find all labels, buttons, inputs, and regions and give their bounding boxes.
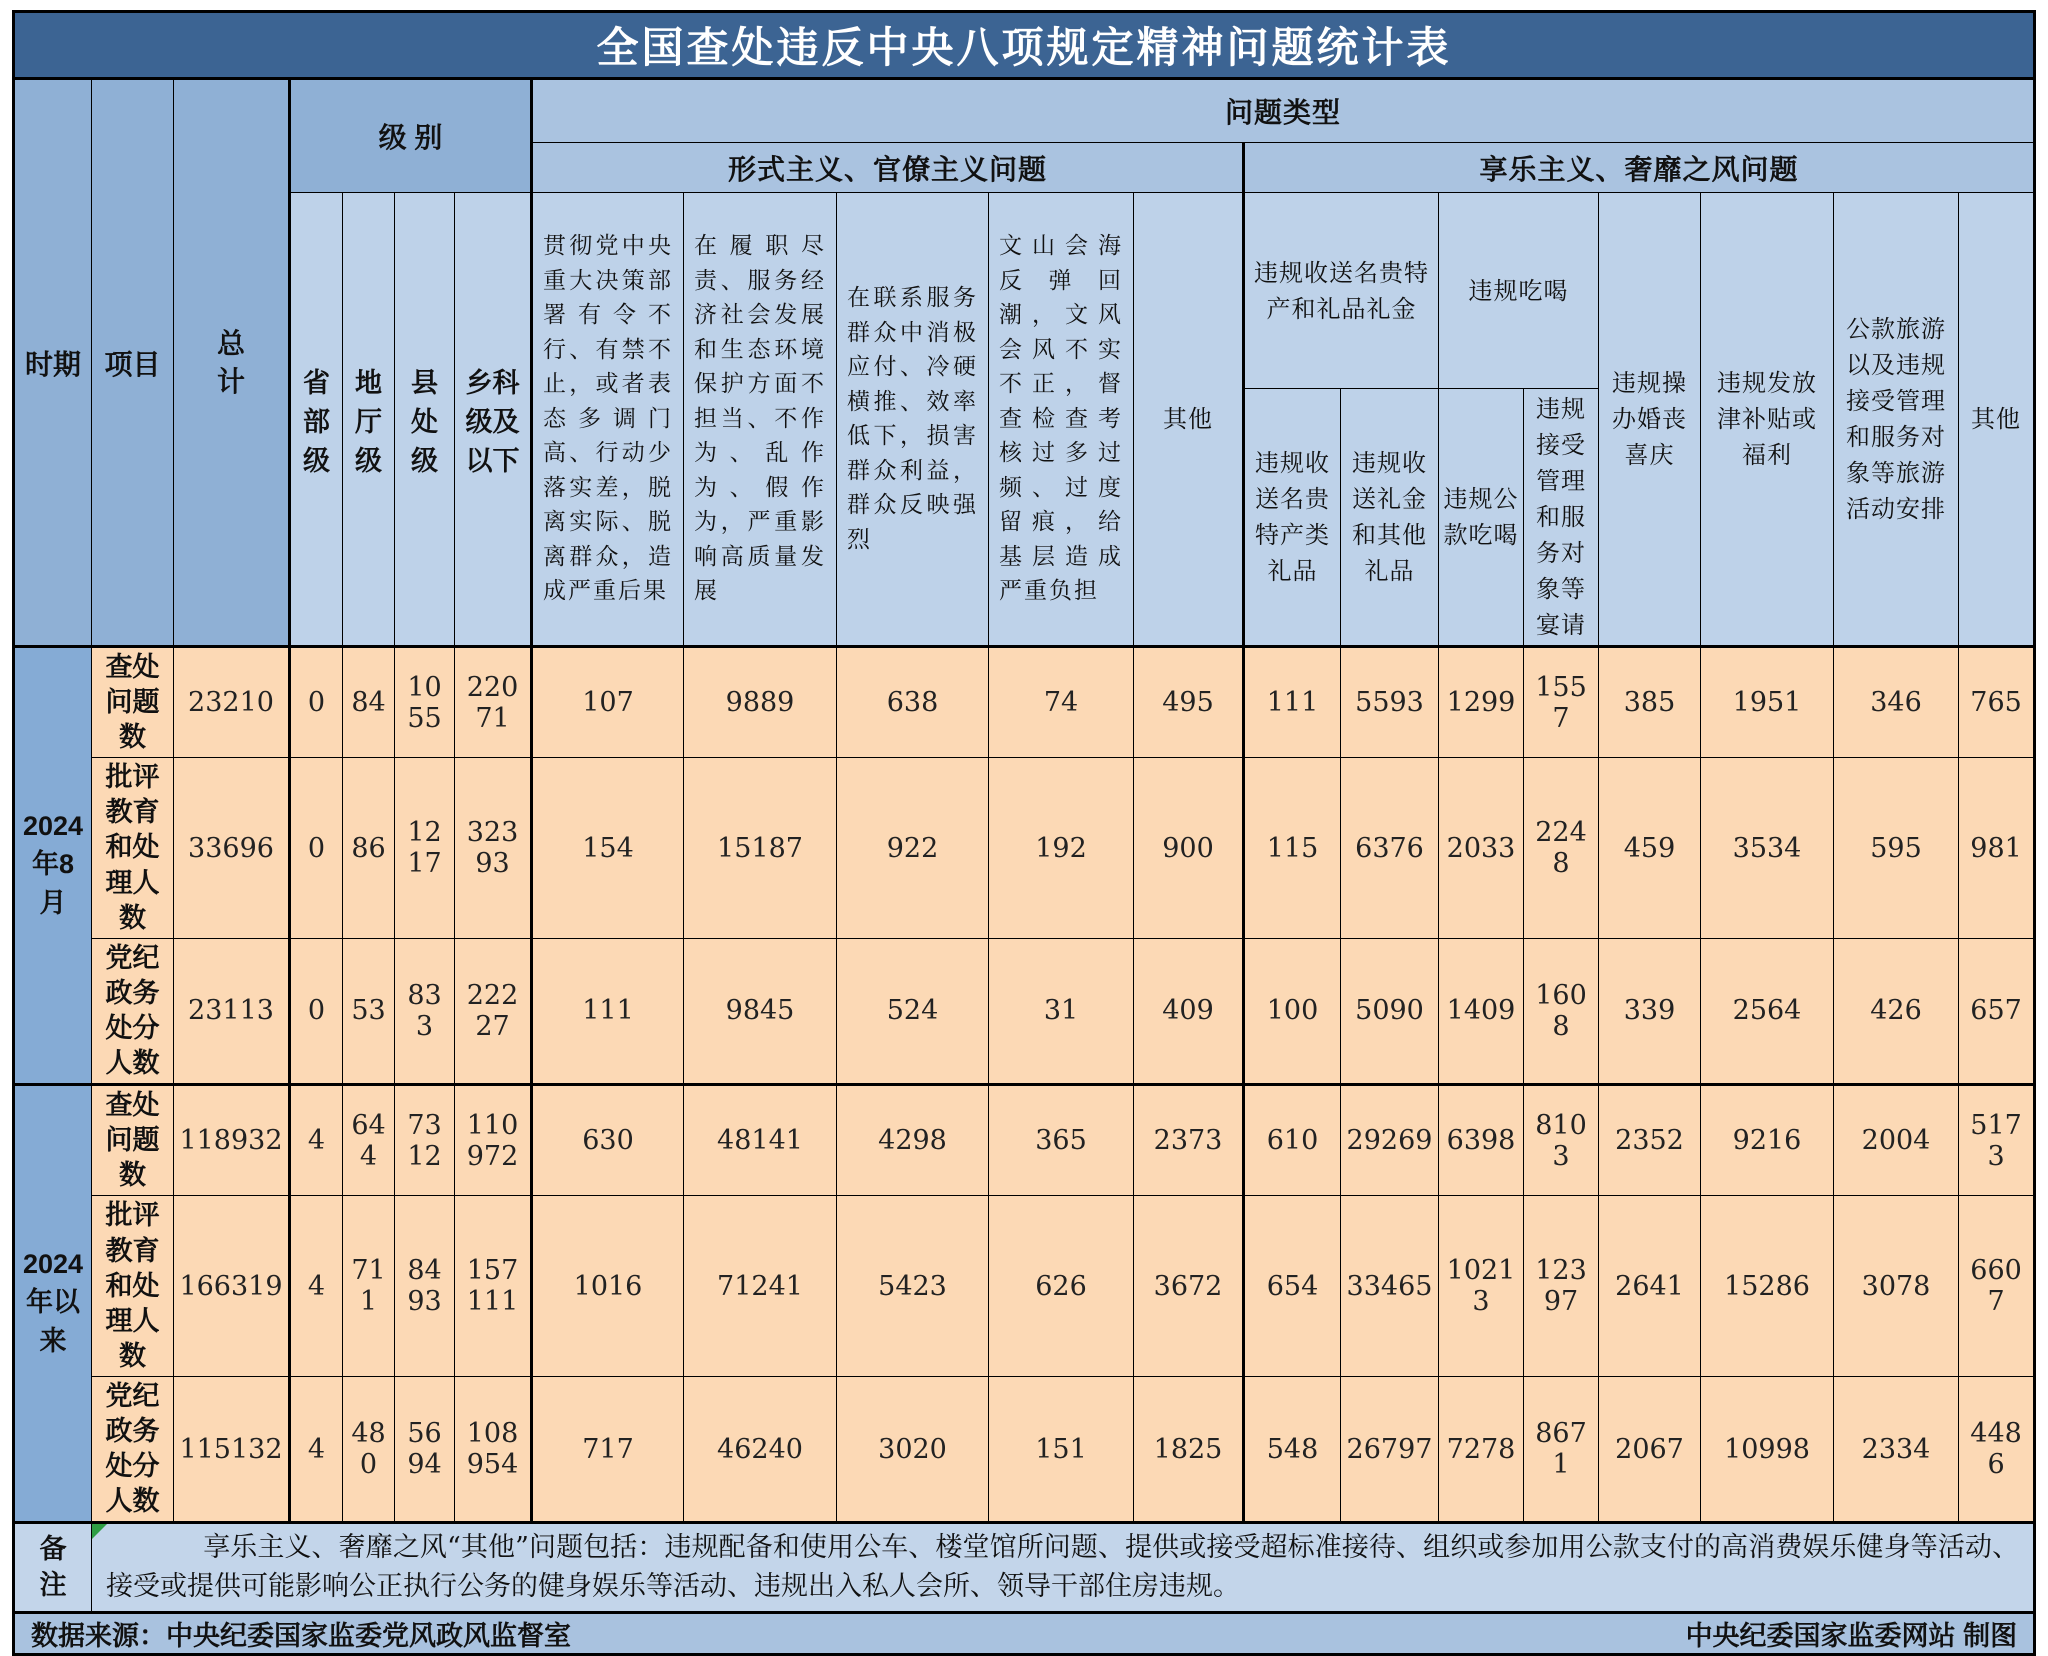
data-cell: 346	[1834, 647, 1959, 758]
data-cell: 111	[532, 938, 684, 1084]
data-cell: 8671	[1524, 1376, 1599, 1522]
data-cell: 110972	[455, 1085, 532, 1196]
source-row	[14, 1612, 2035, 1654]
data-cell: 495	[1134, 647, 1244, 758]
remark-label-text: 备注	[39, 1533, 67, 1601]
data-cell: 2641	[1599, 1196, 1701, 1376]
col-header-total	[174, 79, 290, 647]
data-cell: 7312	[395, 1085, 455, 1196]
data-cell: 115132	[174, 1376, 290, 1522]
data-cell: 5173	[1959, 1085, 2035, 1196]
data-cell: 1055	[395, 647, 455, 758]
data-cell: 4	[290, 1085, 343, 1196]
data-cell: 4	[290, 1196, 343, 1376]
data-cell: 74	[989, 647, 1134, 758]
data-cell: 1608	[1524, 938, 1599, 1084]
data-cell: 29269	[1341, 1085, 1439, 1196]
data-cell: 9889	[684, 647, 837, 758]
data-cell: 2334	[1834, 1376, 1959, 1522]
col-header-public-funds-dining: 违规公款吃喝	[1439, 389, 1524, 647]
data-cell: 3078	[1834, 1196, 1959, 1376]
data-cell: 5593	[1341, 647, 1439, 758]
data-cell: 5090	[1341, 938, 1439, 1084]
data-cell: 5423	[837, 1196, 989, 1376]
data-cell: 4486	[1959, 1376, 2035, 1522]
data-cell: 3020	[837, 1376, 989, 1522]
data-cell: 900	[1134, 758, 1244, 938]
data-cell: 15187	[684, 758, 837, 938]
data-cell: 6398	[1439, 1085, 1524, 1196]
data-cell: 385	[1599, 647, 1701, 758]
data-cell: 0	[290, 938, 343, 1084]
data-cell: 8103	[1524, 1085, 1599, 1196]
data-cell: 31	[989, 938, 1134, 1084]
data-cell: 157111	[455, 1196, 532, 1376]
data-cell: 524	[837, 938, 989, 1084]
data-cell: 5694	[395, 1376, 455, 1522]
data-cell: 2004	[1834, 1085, 1959, 1196]
data-cell: 26797	[1341, 1376, 1439, 1522]
data-cell: 1825	[1134, 1376, 1244, 1522]
col-header-weddings-funerals: 违规操办婚丧喜庆	[1599, 193, 1701, 647]
data-cell: 115	[1244, 758, 1341, 938]
data-cell: 71241	[684, 1196, 837, 1376]
col-header-level-county: 县处级	[395, 193, 455, 647]
data-cell: 833	[395, 938, 455, 1084]
data-cell: 100	[1244, 938, 1341, 1084]
col-header-hedonism-other: 其他	[1959, 193, 2035, 647]
group-header-level: 级 别	[290, 79, 532, 193]
item-cell: 党纪政务处分人数	[92, 1376, 174, 1522]
data-cell: 6376	[1341, 758, 1439, 938]
data-cell: 638	[837, 647, 989, 758]
col-header-period: 时期	[14, 79, 92, 647]
remark-cell	[92, 1523, 2035, 1612]
data-cell: 657	[1959, 938, 2035, 1084]
data-cell: 922	[837, 758, 989, 938]
item-cell: 党纪政务处分人数	[92, 938, 174, 1084]
data-cell: 33696	[174, 758, 290, 938]
data-cell: 1016	[532, 1196, 684, 1376]
group-header-problem-type: 问题类型	[532, 79, 2035, 143]
data-cell: 23113	[174, 938, 290, 1084]
col-header-allowances: 违规发放津补贴或福利	[1701, 193, 1834, 647]
green-corner-marker	[92, 1524, 107, 1539]
table-title: 全国查处违反中央八项规定精神问题统计表	[14, 12, 2035, 79]
source-text: 数据来源：中央纪委国家监委党风政风监督室	[31, 1620, 571, 1651]
data-cell: 548	[1244, 1376, 1341, 1522]
data-cell: 166319	[174, 1196, 290, 1376]
data-cell: 8493	[395, 1196, 455, 1376]
data-cell: 192	[989, 758, 1134, 938]
data-cell: 2373	[1134, 1085, 1244, 1196]
data-cell: 22227	[455, 938, 532, 1084]
col-header-specialty-gifts: 违规收送名贵特产类礼品	[1244, 389, 1341, 647]
group-header-gifts: 违规收送名贵特产和礼品礼金	[1244, 193, 1439, 389]
data-cell: 53	[343, 938, 395, 1084]
data-cell: 86	[343, 758, 395, 938]
data-cell: 981	[1959, 758, 2035, 938]
col-header-formalism-other: 其他	[1134, 193, 1244, 647]
data-cell: 2564	[1701, 938, 1834, 1084]
item-cell: 查处问题数	[92, 1085, 174, 1196]
col-header-public-travel: 公款旅游以及违规接受管理和服务对象等旅游活动安排	[1834, 193, 1959, 647]
data-cell: 46240	[684, 1376, 837, 1522]
data-cell: 0	[290, 758, 343, 938]
data-cell: 2033	[1439, 758, 1524, 938]
data-cell: 626	[989, 1196, 1134, 1376]
col-header-item: 项目	[92, 79, 174, 647]
group-header-hedonism: 享乐主义、奢靡之风问题	[1244, 143, 2035, 193]
data-cell: 365	[989, 1085, 1134, 1196]
data-cell: 108954	[455, 1376, 532, 1522]
data-cell: 111	[1244, 647, 1341, 758]
data-cell: 1217	[395, 758, 455, 938]
data-cell: 33465	[1341, 1196, 1439, 1376]
data-cell: 610	[1244, 1085, 1341, 1196]
col-header-banquets: 违规接受管理和服务对象等宴请	[1524, 389, 1599, 647]
data-cell: 765	[1959, 647, 2035, 758]
data-cell: 10213	[1439, 1196, 1524, 1376]
data-cell: 409	[1134, 938, 1244, 1084]
data-cell: 1299	[1439, 647, 1524, 758]
data-cell: 339	[1599, 938, 1701, 1084]
col-header-problem-decisions: 贯彻党中央重大决策部署有令不行、有禁不止，或者表态多调门高、行动少落实差，脱离实际、脱离群众，造成严重后果	[532, 193, 684, 647]
credit-text: 中央纪委国家监委网站 制图	[1685, 1620, 2018, 1651]
data-cell: 23210	[174, 647, 290, 758]
data-cell: 711	[343, 1196, 395, 1376]
data-cell: 1951	[1701, 647, 1834, 758]
data-cell: 32393	[455, 758, 532, 938]
data-cell: 9845	[684, 938, 837, 1084]
data-cell: 4298	[837, 1085, 989, 1196]
data-cell: 654	[1244, 1196, 1341, 1376]
col-header-problem-meetings: 文山会海反弹回潮，文风会风不实不正，督查检查考核过多过频、过度留痕，给基层造成严重负担	[989, 193, 1134, 647]
col-header-level-township: 乡科级及以下	[455, 193, 532, 647]
source-flex	[31, 1614, 2017, 1653]
data-cell: 644	[343, 1085, 395, 1196]
remark-label	[14, 1523, 92, 1612]
remark-text: 享乐主义、奢靡之风“其他”问题包括：违规配备和使用公车、楼堂馆所问题、提供或接受超标准接待、组织或参加用公款支付的高消费娱乐健身等活动、接受或提供可能影响公正执行公务的健身娱乐等活动、违规出入私人会所、领导干部住房违规。	[106, 1532, 2020, 1603]
data-cell: 154	[532, 758, 684, 938]
data-cell: 7278	[1439, 1376, 1524, 1522]
data-cell: 717	[532, 1376, 684, 1522]
col-header-cash-gifts: 违规收送礼金和其他礼品	[1341, 389, 1439, 647]
data-cell: 595	[1834, 758, 1959, 938]
data-cell: 2352	[1599, 1085, 1701, 1196]
data-cell: 480	[343, 1376, 395, 1522]
data-cell: 2248	[1524, 758, 1599, 938]
data-cell: 630	[532, 1085, 684, 1196]
item-cell: 批评教育和处理人数	[92, 758, 174, 938]
data-cell: 48141	[684, 1085, 837, 1196]
data-cell: 10998	[1701, 1376, 1834, 1522]
group-header-dining: 违规吃喝	[1439, 193, 1599, 389]
group-header-formalism: 形式主义、官僚主义问题	[532, 143, 1244, 193]
col-header-level-province: 省部级	[290, 193, 343, 647]
item-cell: 批评教育和处理人数	[92, 1196, 174, 1376]
col-header-total-text: 总计	[216, 327, 245, 397]
data-cell: 12397	[1524, 1196, 1599, 1376]
data-cell: 84	[343, 647, 395, 758]
data-cell: 2067	[1599, 1376, 1701, 1522]
item-cell: 查处问题数	[92, 647, 174, 758]
data-cell: 15286	[1701, 1196, 1834, 1376]
data-cell: 22071	[455, 647, 532, 758]
data-cell: 0	[290, 647, 343, 758]
col-header-problem-duty: 在履职尽责、服务经济社会发展和生态环境保护方面不担当、不作为、乱作为、假作为，严重影响高质量发展	[684, 193, 837, 647]
data-cell: 1409	[1439, 938, 1524, 1084]
data-cell: 459	[1599, 758, 1701, 938]
data-cell: 9216	[1701, 1085, 1834, 1196]
statistics-table	[12, 10, 2036, 1656]
col-header-problem-masses: 在联系服务群众中消极应付、冷硬横推、效率低下，损害群众利益，群众反映强烈	[837, 193, 989, 647]
data-cell: 1557	[1524, 647, 1599, 758]
col-header-level-prefecture: 地厅级	[343, 193, 395, 647]
data-cell: 107	[532, 647, 684, 758]
data-cell: 151	[989, 1376, 1134, 1522]
data-cell: 426	[1834, 938, 1959, 1084]
data-cell: 3672	[1134, 1196, 1244, 1376]
period-cell: 2024年以来	[14, 1085, 92, 1523]
data-cell: 6607	[1959, 1196, 2035, 1376]
data-cell: 118932	[174, 1085, 290, 1196]
data-cell: 4	[290, 1376, 343, 1522]
data-cell: 3534	[1701, 758, 1834, 938]
period-cell: 2024年8月	[14, 647, 92, 1085]
